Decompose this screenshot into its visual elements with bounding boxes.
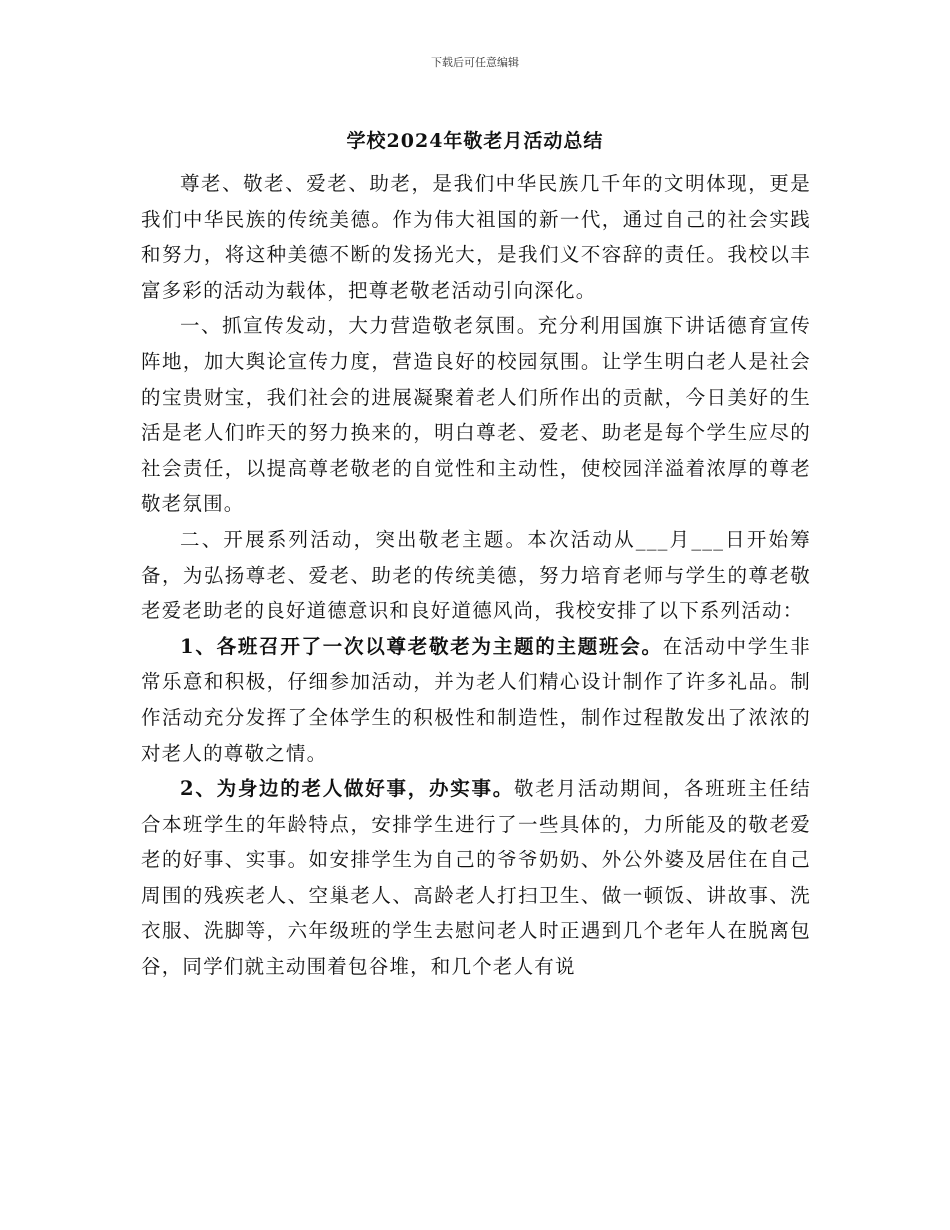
paragraph-item-2-lead: 2、为身边的老人做好事，办实事。 xyxy=(180,777,515,801)
document-body xyxy=(141,166,811,985)
paragraph-item-1-text: 在活动中学生非常乐意和积极，仔细参加活动，并为老人们精心设计制作了许多礼品。制作活动充分发挥了全体学生的积极性和制造性，制作过程散发出了浓浓的对老人的尊敬之情。 xyxy=(141,634,811,765)
paragraph-section-1 xyxy=(141,308,811,522)
paragraph-section-1-text: 一、抓宣传发动，大力营造敬老氛围。充分利用国旗下讲话德育宣传阵地，加大舆论宣传力度，营造良好的校园氛围。让学生明白老人是社会的宝贵财宝，我们社会的进展凝聚着老人们所作出的贡献，今日美好的生活是老人们昨天的努力换来的，明白尊老、爱老、助老是每个学生应尽的社会责任，以提高尊老敬老的自觉性和主动性，使校园洋溢着浓厚的尊老敬老氛围。 xyxy=(141,314,811,516)
paragraph-intro xyxy=(141,166,811,308)
paragraph-item-1 xyxy=(141,629,811,771)
paragraph-intro-text: 尊老、敬老、爱老、助老，是我们中华民族几千年的文明体现，更是我们中华民族的传统美德。作为伟大祖国的新一代，通过自己的社会实践和努力，将这种美德不断的发扬光大，是我们义不容辞的责任。我校以丰富多彩的活动为载体，把尊老敬老活动引向深化。 xyxy=(141,172,811,302)
page-header-note: 下载后可任意编辑 xyxy=(431,56,519,69)
paragraph-item-2-text: 敬老月活动期间，各班班主任结合本班学生的年龄特点，安排学生进行了一些具体的，力所能及的敬老爱老的好事、实事。如安排学生为自己的爷爷奶奶、外公外婆及居住在自己周围的残疾老人、空巢老人、高龄老人打扫卫生、做一顿饭、讲故事、洗衣服、洗脚等，六年级班的学生去慰问老人时正遇到几个老年人在脱离包谷，同学们就主动围着包谷堆，和几个老人有说 xyxy=(141,777,811,979)
paragraph-item-2 xyxy=(141,771,811,985)
document-title: 学校2024年敬老月活动总结 xyxy=(346,130,604,152)
paragraph-item-1-lead: 1、各班召开了一次以尊老敬老为主题的主题班会。 xyxy=(180,634,663,658)
paragraph-section-2-text: 二、开展系列活动，突出敬老主题。本次活动从___月___日开始筹备，为弘扬尊老、爱老、助老的传统美德，努力培育老师与学生的尊老敬老爱老助老的良好道德意识和良好道德风尚，我校安排了以下系列活动： xyxy=(141,527,811,623)
paragraph-section-2 xyxy=(141,522,811,629)
